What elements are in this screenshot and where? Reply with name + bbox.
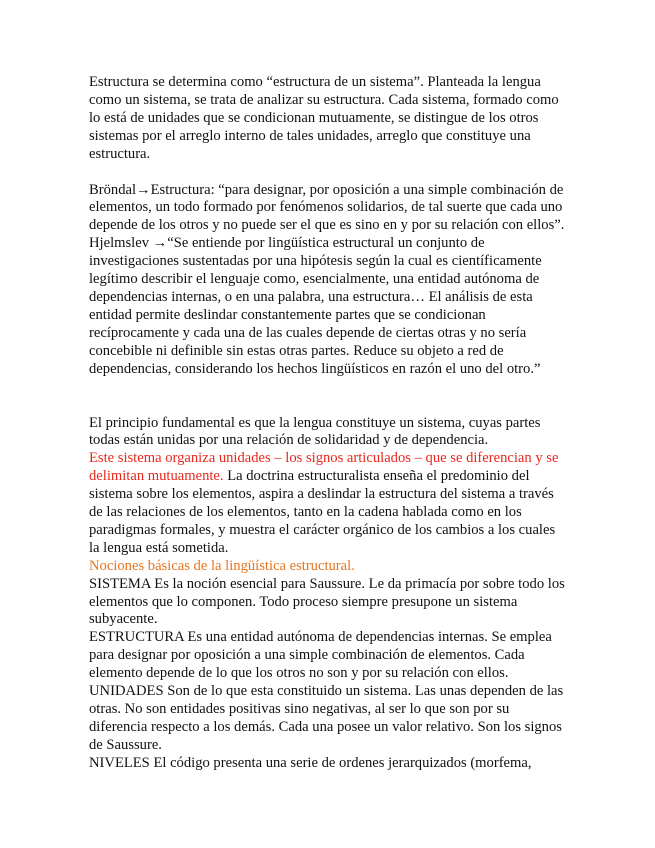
section-heading: Nociones básicas de la lingüística estructural. — [89, 557, 355, 574]
paragraph-principio: El principio fundamental es que la lengua constituye un sistema, cuyas partes todas están unidas por una relación de solidaridad y de dependencia. — [89, 414, 541, 449]
paragraph-brondal: Bröndal→Estructura: “para designar, por oposición a una simple combinación de elementos, un todo formado por fenómenos solidarios, de tal suerte que cada uno depende de los otros y no puede ser el que es sino en y por su relación con ellos”. — [89, 181, 565, 234]
paragraph-estructura: Estructura se determina como “estructura de un sistema”. Planteada la lengua como un sistema, se trata de analizar su estructura. Cada sistema, formado como lo está de unidades que se condicionan mutuamente, se distingue de los otros sistemas por el arreglo interno de tales unidades, arreglo que constituye una estructura. — [89, 74, 559, 162]
doctrina-text: La doctrina estructuralista enseña el predominio del sistema sobre los elementos, aspira a deslindar la estructura del sistema a través de las relaciones de los elementos, tanto en la cadena hablada como en los paradigmas formales, y muestra el carácter orgánico de los cambios a los cuales la lengua está sometida. — [89, 468, 556, 556]
notion-sistema: SISTEMA Es la noción esencial para Saussure. Le da primacía por sobre todo los elementos que lo componen. Todo proceso siempre presupone un sistema subyacente. — [89, 575, 565, 628]
paragraph-gap — [89, 379, 569, 415]
paragraph-gap — [89, 164, 569, 182]
highlighted-red-text: Este sistema organiza unidades – los signos articulados – que se diferencian y se delimitan mutuamente. — [89, 450, 559, 485]
notion-niveles: NIVELES El código presenta una serie de ordenes jerarquizados (morfema, — [89, 754, 532, 771]
notion-unidades: UNIDADES Son de lo que esta constituido un sistema. Las unas dependen de las otras. No son entidades positivas sino negativas, al ser lo que son por su diferencia respecto a los demás. Cada una posee un valor relativo. Son los signos de Saussure. — [89, 683, 564, 753]
document-page — [89, 74, 569, 773]
paragraph-sistema-doctrina — [89, 450, 569, 557]
paragraph-hjelmslev: Hjelmslev →“Se entiende por lingüística estructural un conjunto de investigaciones sustentadas por una hipótesis según la cual es científicamente legítimo describir el lenguaje como, esencialmente, una entidad autónoma de dependencias internas, o en una palabra, una estructura… El análisis de esta entidad permite deslindar constantemente partes que se condicionan recíprocamente y cada una de las cuales depende de ciertas otras y no sería concebible ni definible sin estas otras partes. Reduce su objeto a red de dependencias, considerando los hechos lingüísticos en razón el uno del otro.” — [89, 235, 542, 377]
notion-estructura: ESTRUCTURA Es una entidad autónoma de dependencias internas. Se emplea para designar por oposición a una simple combinación de elementos. Cada elemento depende de lo que los otros no son y por su relación con ellos. — [89, 629, 552, 682]
